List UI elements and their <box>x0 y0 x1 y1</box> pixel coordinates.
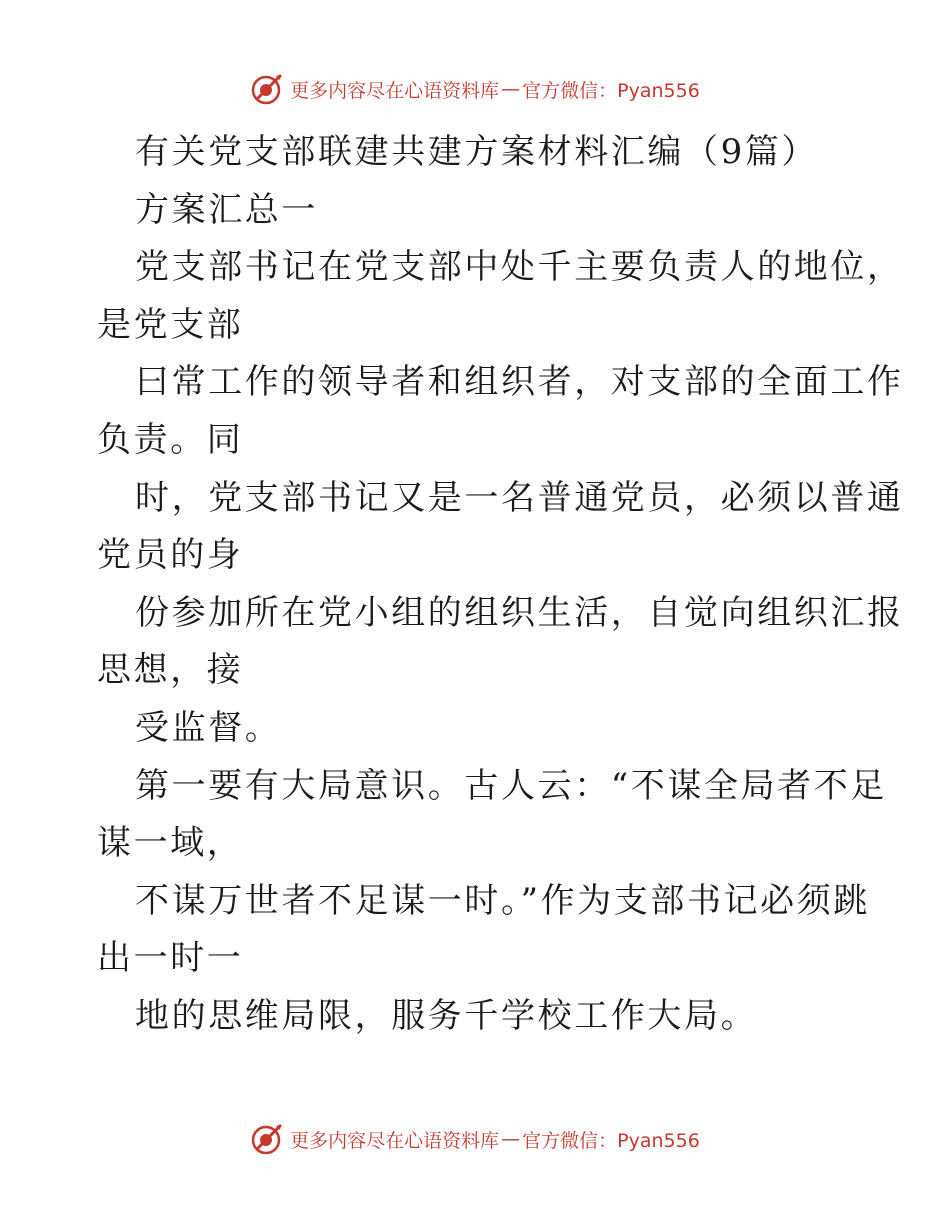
paragraph-line: 不谋万世者不足谋一时。”作为支部书记必须跳 <box>135 880 870 921</box>
paragraph-line: 思想，接 <box>97 650 244 691</box>
paragraph-line: 是党支部 <box>97 304 244 345</box>
paragraph-line: 份参加所在党小组的组织生活，自觉向组织汇报 <box>135 592 904 633</box>
pen-logo-icon <box>250 1122 284 1156</box>
section-heading: 方案汇总一 <box>135 189 318 230</box>
paragraph-line: 第一要有大局意识。古人云：“不谋全局者不足 <box>135 765 887 806</box>
pen-logo-icon <box>250 72 284 106</box>
paragraph-line: 谋一域， <box>97 823 244 864</box>
paragraph-line: 党支部书记在党支部中处千主要负责人的地位， <box>135 247 904 288</box>
banner-text: 更多内容尽在心语资料库 <box>290 1129 500 1152</box>
document-body <box>97 124 904 1046</box>
banner-separator: — <box>501 78 521 100</box>
paragraph-line: 曰常工作的领导者和组织者，对支部的全面工作 <box>135 362 904 403</box>
banner-text: 更多内容尽在心语资料库 <box>290 79 500 102</box>
footer-banner <box>0 1122 950 1156</box>
paragraph-line: 受监督。 <box>135 707 282 748</box>
banner-wechat: 官方微信：Pyan556 <box>522 79 700 102</box>
banner-separator: — <box>501 1128 521 1150</box>
paragraph-line: 出一时一 <box>97 938 244 979</box>
header-banner <box>0 72 950 106</box>
document-title: 有关党支部联建共建方案材料汇编（9篇） <box>135 132 819 172</box>
banner-wechat: 官方微信：Pyan556 <box>522 1129 700 1152</box>
paragraph-line: 地的思维局限，服务千学校工作大局。 <box>135 995 758 1036</box>
paragraph-line: 负责。同 <box>97 419 244 460</box>
paragraph-line: 时，党支部书记又是一名普通党员，必须以普通 <box>135 477 904 518</box>
paragraph-line: 党员的身 <box>97 535 244 576</box>
